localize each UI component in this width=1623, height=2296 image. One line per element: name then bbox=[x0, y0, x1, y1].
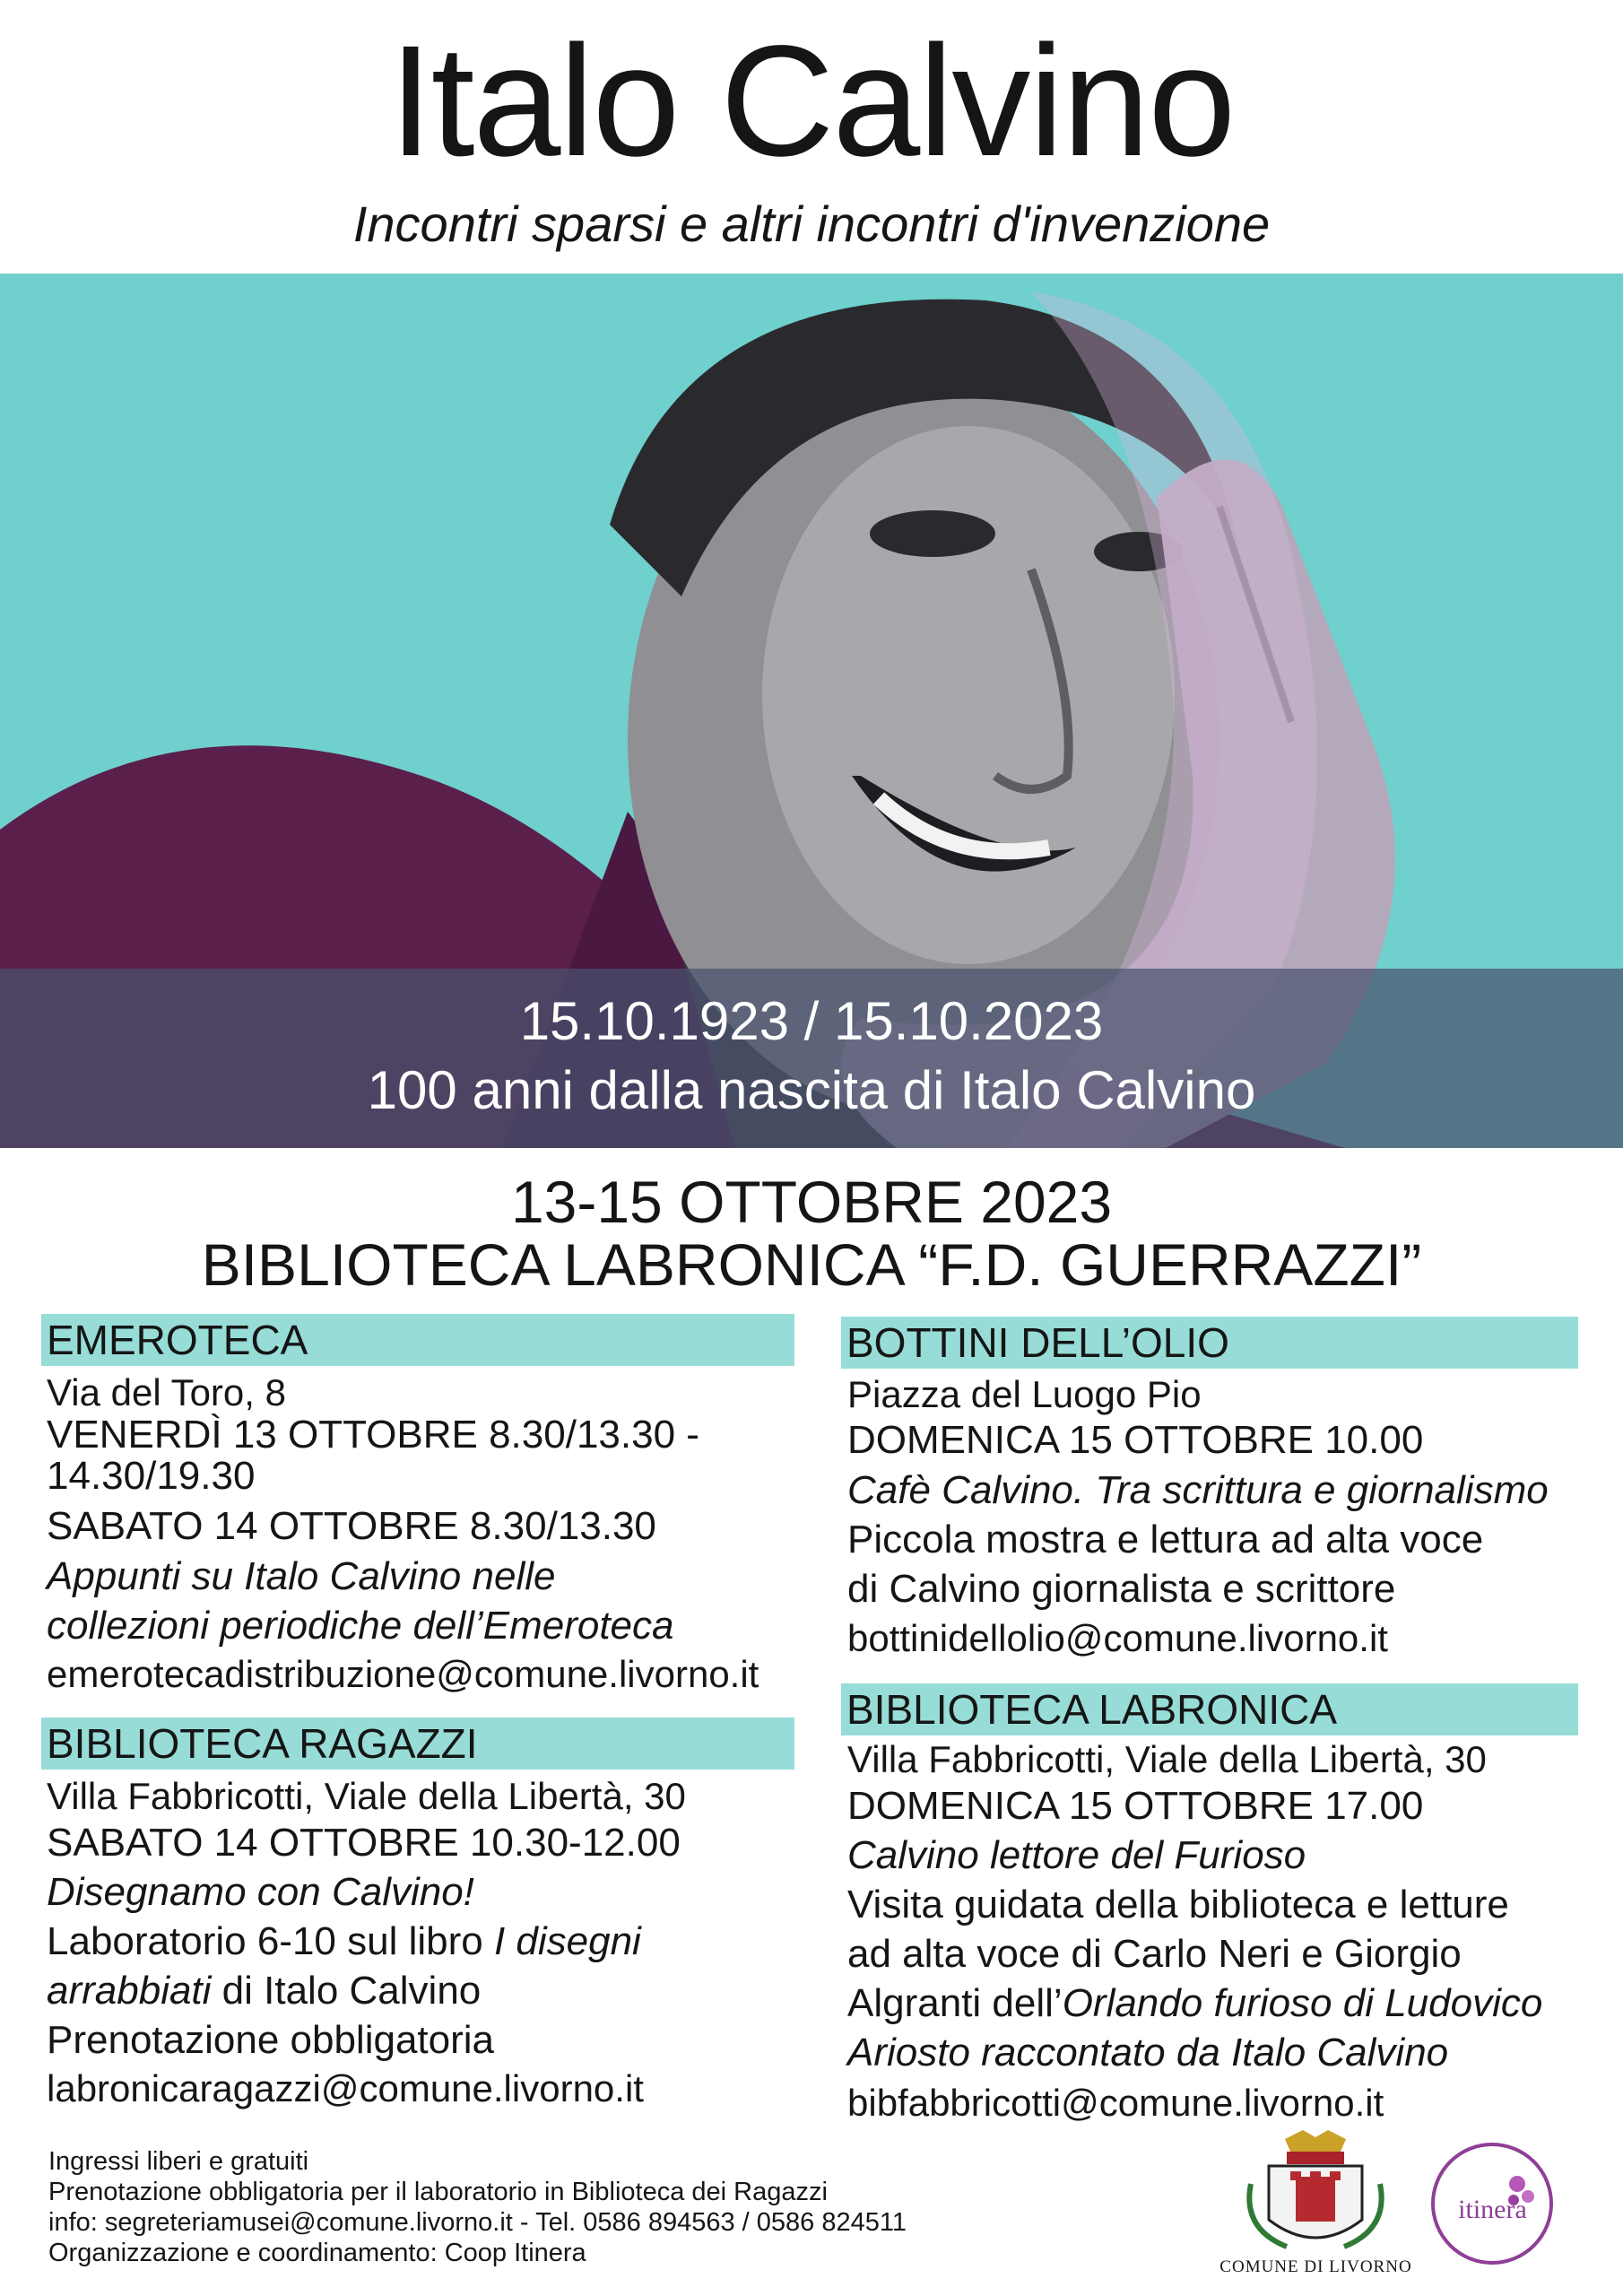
ragazzi-desc-2b: di Italo Calvino bbox=[211, 1969, 482, 2013]
bottini-desc-2: di Calvino giornalista e scrittore bbox=[847, 1567, 1396, 1611]
ragazzi-booking: Prenotazione obbligatoria bbox=[47, 2018, 495, 2062]
event-dates: 13-15 OTTOBRE 2023 bbox=[510, 1169, 1113, 1235]
emeroteca-email: emerotecadistribuzione@comune.livorno.it bbox=[47, 1653, 759, 1695]
emeroteca-schedule-2: 14.30/19.30 bbox=[47, 1454, 256, 1498]
emeroteca-schedule-1: VENERDÌ 13 OTTOBRE 8.30/13.30 - bbox=[47, 1413, 699, 1457]
emeroteca-title-2: collezioni periodiche dell’Emeroteca bbox=[47, 1604, 674, 1648]
section-bar-labronica bbox=[841, 1683, 1578, 1735]
labronica-desc-1: Visita guidata della biblioteca e letture bbox=[847, 1883, 1509, 1926]
bottini-schedule: DOMENICA 15 OTTOBRE 10.00 bbox=[847, 1418, 1424, 1462]
itinera-logo bbox=[1428, 2139, 1558, 2269]
labronica-address: Villa Fabbricotti, Viale della Libertà, 30 bbox=[847, 1738, 1487, 1780]
ragazzi-schedule: SABATO 14 OTTOBRE 10.30-12.00 bbox=[47, 1821, 681, 1865]
labronica-desc-3 bbox=[847, 1979, 1542, 2028]
ragazzi-desc-2 bbox=[47, 1966, 481, 2015]
labronica-schedule: DOMENICA 15 OTTOBRE 17.00 bbox=[847, 1784, 1424, 1828]
comune-livorno-label: COMUNE DI LIVORNO bbox=[1219, 2257, 1412, 2276]
ragazzi-desc-2a: arrabbiati bbox=[47, 1969, 212, 2013]
labronica-email: bibfabbricotti@comune.livorno.it bbox=[847, 2082, 1384, 2124]
labronica-desc-3a: Algranti dell’ bbox=[847, 1981, 1063, 2025]
comune-livorno-logo bbox=[1215, 2130, 1417, 2283]
bottini-title: Cafè Calvino. Tra scrittura e giornalismo bbox=[847, 1468, 1549, 1512]
section-bar-bottini bbox=[841, 1317, 1578, 1369]
ragazzi-desc-1 bbox=[47, 1917, 641, 1966]
emeroteca-title-1: Appunti su Italo Calvino nelle bbox=[47, 1554, 556, 1598]
ragazzi-email: labronicaragazzi@comune.livorno.it bbox=[47, 2067, 644, 2109]
ragazzi-desc-1a: Laboratorio 6-10 sul libro bbox=[47, 1919, 494, 1963]
labronica-desc-3b: Orlando furioso di Ludovico bbox=[1062, 1981, 1543, 2025]
section-bar-ragazzi bbox=[41, 1718, 794, 1770]
ragazzi-title: Disegnamo con Calvino! bbox=[47, 1870, 474, 1914]
footer-booking-note: Prenotazione obbligatoria per il laboratorio in Biblioteca dei Ragazzi bbox=[48, 2178, 828, 2206]
bottini-desc-1: Piccola mostra e lettura ad alta voce bbox=[847, 1518, 1484, 1561]
centenary-text: 100 anni dalla nascita di Italo Calvino bbox=[367, 1060, 1256, 1120]
ragazzi-desc-1b: I disegni bbox=[493, 1919, 641, 1963]
event-venue: BIBLIOTECA LABRONICA “F.D. GUERRAZZI” bbox=[201, 1231, 1422, 1298]
labronica-desc-4: Ariosto raccontato da Italo Calvino bbox=[847, 2031, 1449, 2074]
coat-of-arms-icon bbox=[1215, 2130, 1417, 2256]
poster-subtitle: Incontri sparsi e altri incontri d'invenzione bbox=[352, 196, 1271, 252]
anniversary-dates: 15.10.1923 / 15.10.2023 bbox=[519, 991, 1104, 1051]
emeroteca-schedule-3: SABATO 14 OTTOBRE 8.30/13.30 bbox=[47, 1504, 656, 1548]
footer-contact-info: info: segreteriamusei@comune.livorno.it - Tel. 0586 894563 / 0586 824511 bbox=[48, 2208, 907, 2237]
footer-organization: Organizzazione e coordinamento: Coop Itinera bbox=[48, 2239, 586, 2267]
labronica-desc-2: ad alta voce di Carlo Neri e Giorgio bbox=[847, 1932, 1462, 1976]
poster-title: Italo Calvino bbox=[388, 13, 1235, 189]
ragazzi-address: Villa Fabbricotti, Viale della Libertà, 30 bbox=[47, 1775, 686, 1817]
itinera-label: itinera bbox=[1458, 2195, 1527, 2224]
section-heading-ragazzi: BIBLIOTECA RAGAZZI bbox=[47, 1720, 478, 1767]
bottini-email: bottinidellolio@comune.livorno.it bbox=[847, 1617, 1388, 1659]
section-heading-bottini: BOTTINI DELL’OLIO bbox=[846, 1319, 1229, 1366]
bottini-address: Piazza del Luogo Pio bbox=[847, 1373, 1202, 1415]
footer-free-entry: Ingressi liberi e gratuiti bbox=[48, 2147, 309, 2176]
labronica-title: Calvino lettore del Furioso bbox=[847, 1833, 1306, 1877]
section-heading-labronica: BIBLIOTECA LABRONICA bbox=[846, 1686, 1338, 1733]
section-bar-emeroteca bbox=[41, 1314, 794, 1366]
emeroteca-address: Via del Toro, 8 bbox=[47, 1371, 286, 1413]
section-heading-emeroteca: EMEROTECA bbox=[47, 1317, 308, 1363]
